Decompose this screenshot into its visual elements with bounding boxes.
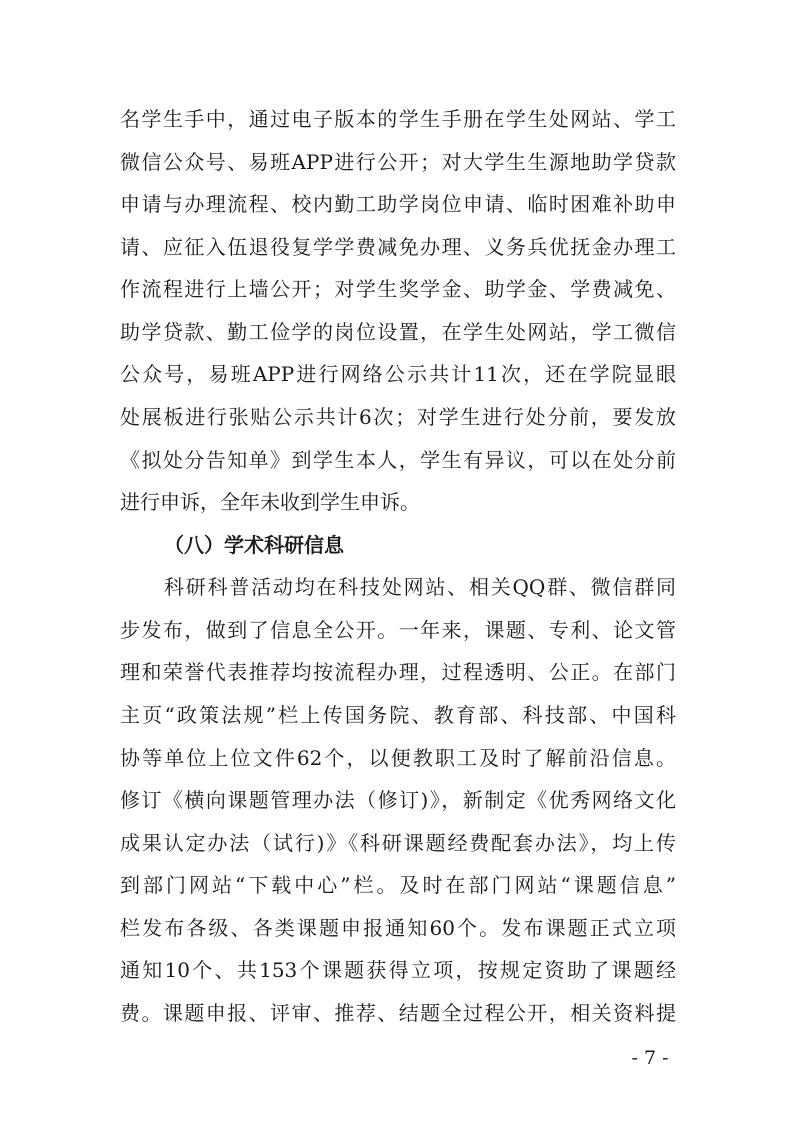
body-text-line: 修订《横向课题管理办法（修订)》，新制定《优秀网络文化 (120, 788, 676, 812)
page-number: - 7 - (631, 1047, 669, 1069)
body-text-line: 费。课题申报、评审、推荐、结题全过程公开，相关资料提 (120, 1001, 676, 1025)
body-text-line: 公众号，易班APP进行网络公示共计11次，还在学院显眼 (120, 362, 676, 386)
body-text-line: 协等单位上位文件62个，以便教职工及时了解前沿信息。 (120, 746, 676, 770)
body-text-line: 栏发布各级、各类课题申报通知60个。发布课题正式立项 (120, 916, 676, 940)
body-text-line: 名学生手中，通过电子版本的学生手册在学生处网站、学工 (120, 107, 676, 131)
body-text-line: 到部门网站“下载中心”栏。及时在部门网站“课题信息” (120, 873, 676, 897)
body-text-line: 成果认定办法（试行)》《科研课题经费配套办法》，均上传 (120, 831, 676, 855)
body-text-line: 微信公众号、易班APP进行公开；对大学生生源地助学贷款 (120, 150, 676, 174)
body-text-line: 《拟处分告知单》到学生本人，学生有异议，可以在处分前 (120, 448, 676, 472)
body-text-line: 进行申诉，全年未收到学生申诉。 (120, 490, 420, 514)
body-text-line: 作流程进行上墙公开；对学生奖学金、助学金、学费减免、 (120, 277, 676, 301)
body-text-line: 申请与办理流程、校内勤工助学岗位申请、临时困难补助申 (120, 192, 676, 216)
body-text-line: 主页“政策法规”栏上传国务院、教育部、科技部、中国科 (120, 703, 676, 727)
body-text-line: 助学贷款、勤工俭学的岗位设置，在学生处网站，学工微信 (120, 320, 676, 344)
body-text-line: 步发布，做到了信息全公开。一年来，课题、专利、论文管 (120, 618, 676, 642)
body-text-line: 处展板进行张贴公示共计6次；对学生进行处分前，要发放 (120, 405, 676, 429)
body-text-line: 通知10个、共153个课题获得立项，按规定资助了课题经 (120, 958, 676, 982)
body-text-line: 科研科普活动均在科技处网站、相关QQ群、微信群同 (164, 575, 676, 599)
body-text-line: 理和荣誉代表推荐均按流程办理，过程透明、公正。在部门 (120, 660, 676, 684)
body-text-line: 请、应征入伍退役复学学费减免办理、义务兵优抚金办理工 (120, 235, 676, 259)
section-heading: （八）学术科研信息 (164, 533, 344, 557)
